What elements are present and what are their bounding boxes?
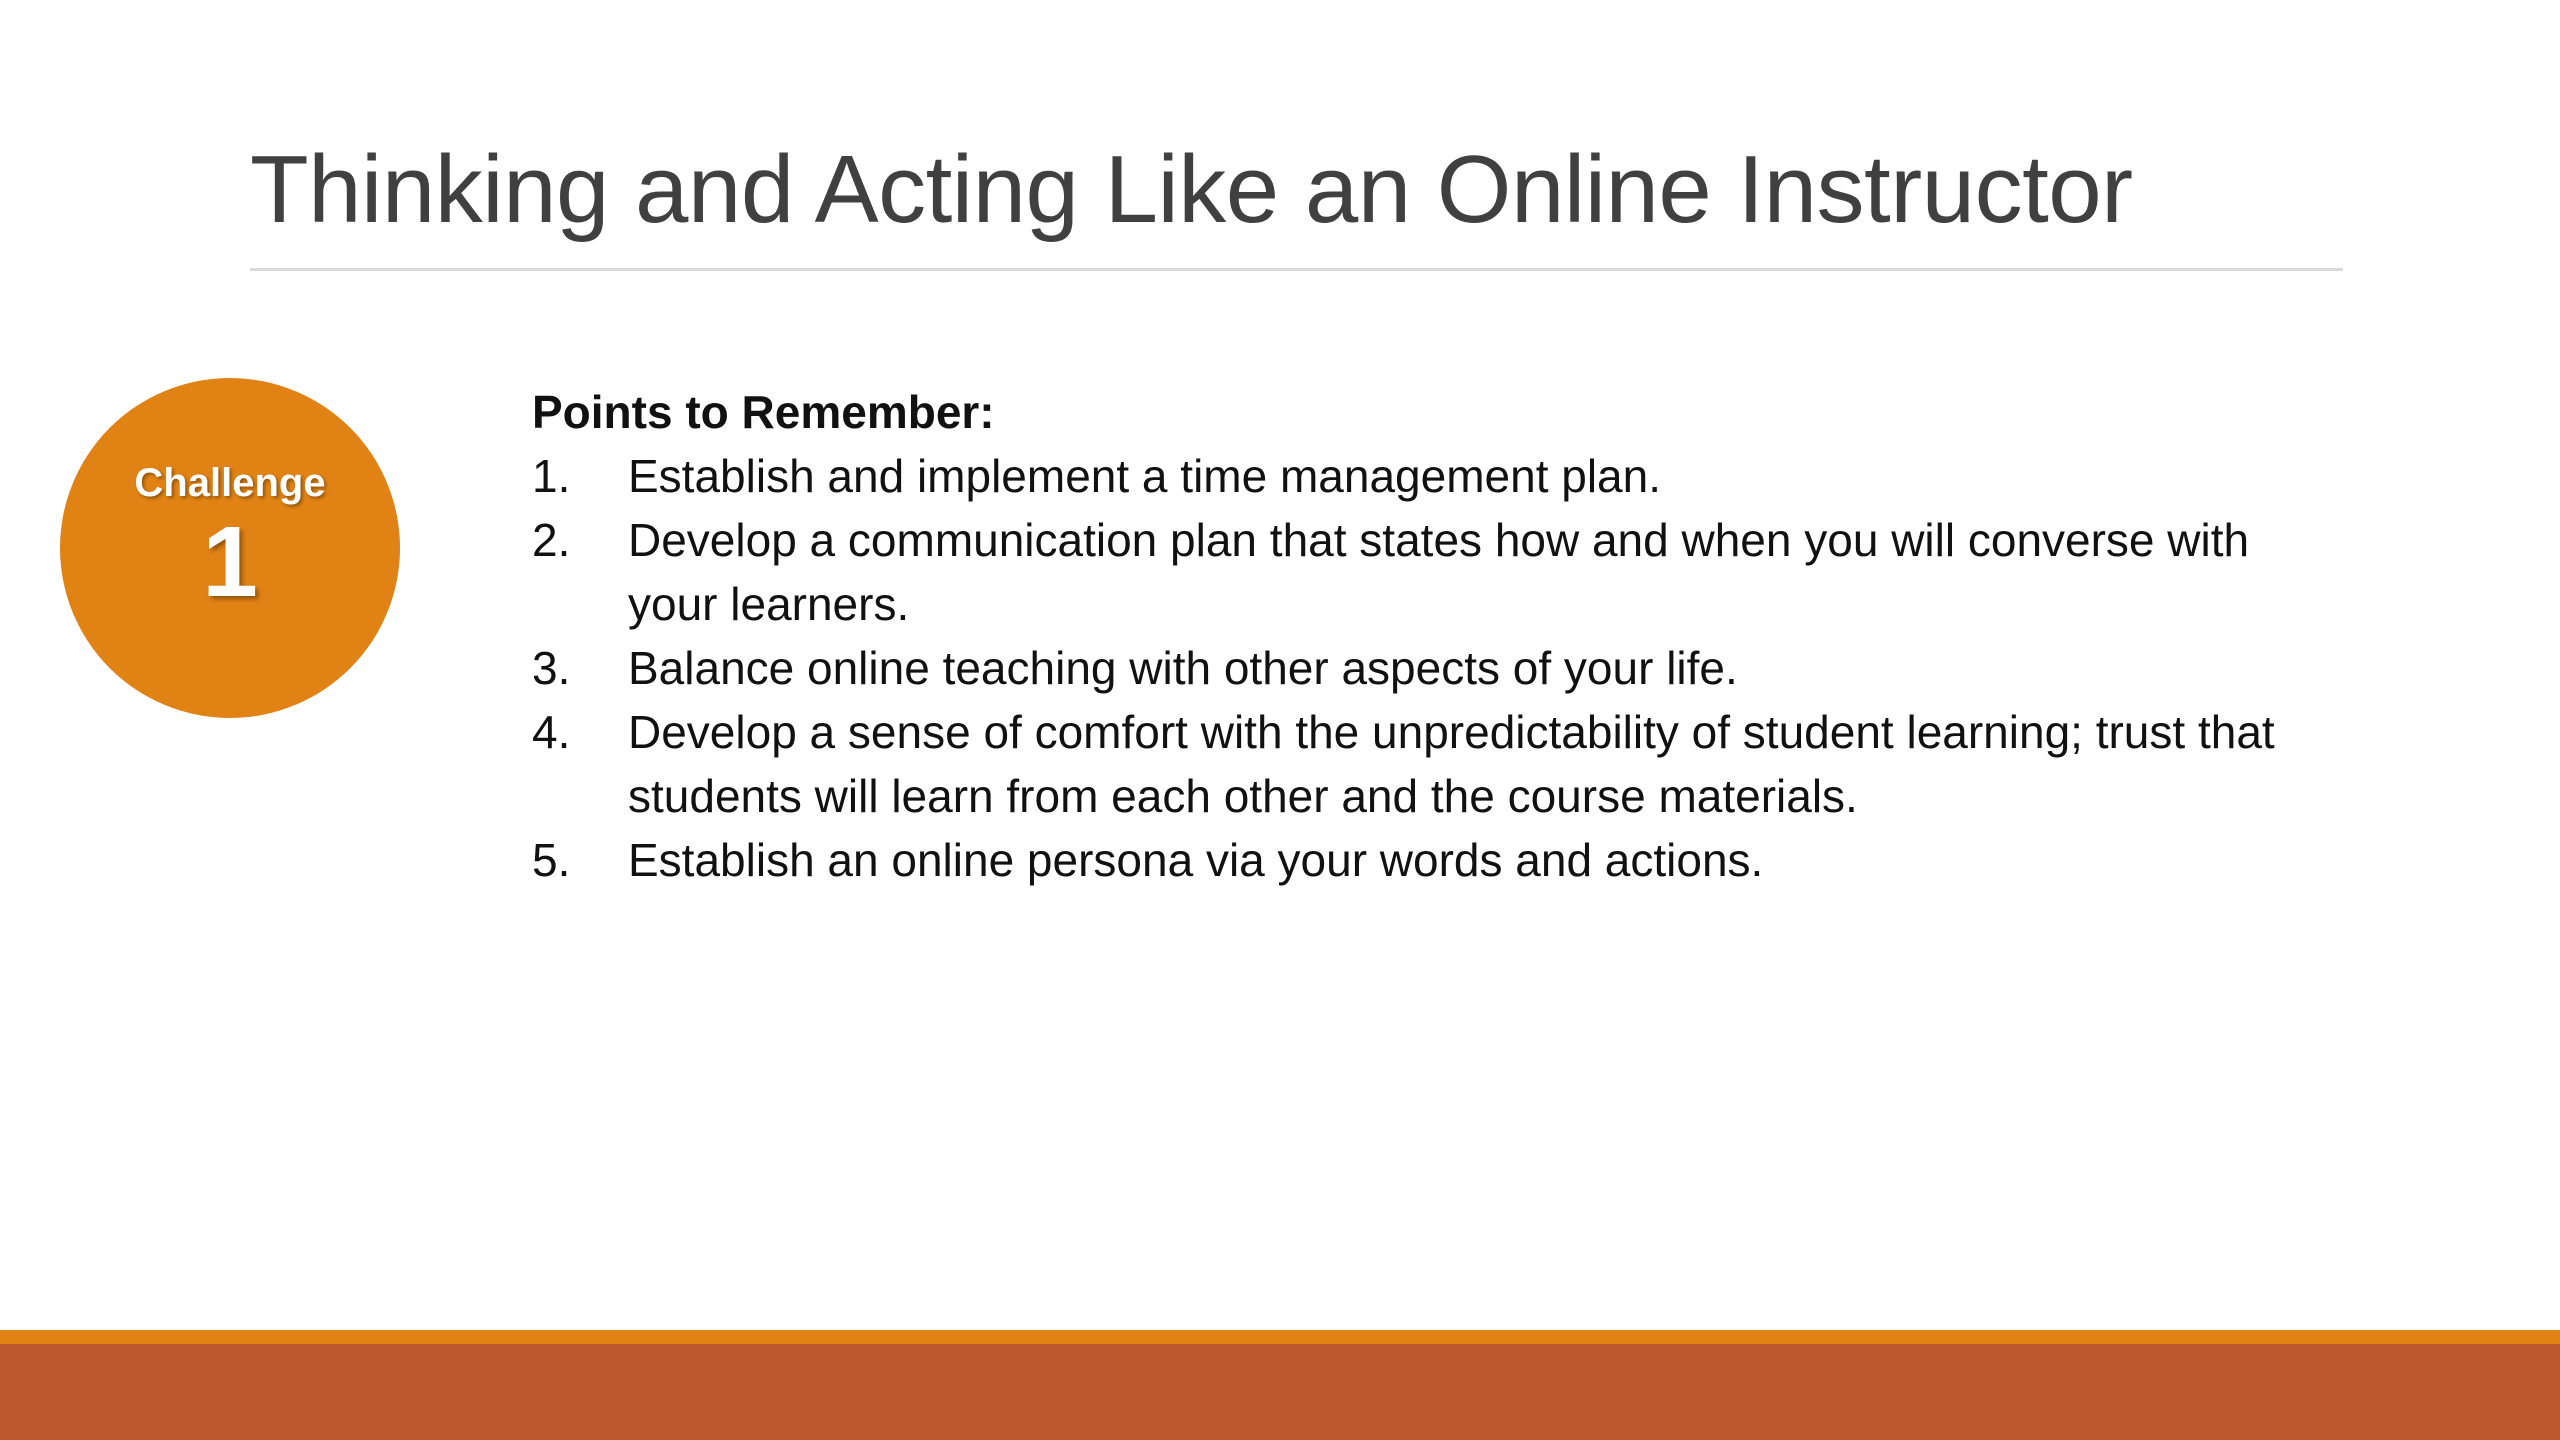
list-item — [532, 444, 2352, 508]
challenge-badge-label: Challenge — [134, 461, 326, 505]
list-item-text: Establish an online persona via your words and actions. — [628, 834, 1764, 886]
list-item-number: 1. — [532, 450, 571, 502]
list-item — [532, 828, 2352, 892]
slide-title: Thinking and Acting Like an Online Instructor — [250, 136, 2133, 243]
list-item — [532, 636, 2352, 700]
challenge-badge-number: 1 — [202, 506, 258, 618]
list-item-number: 2. — [532, 514, 571, 566]
list-item-number: 3. — [532, 642, 571, 694]
title-divider — [250, 268, 2343, 271]
list-item — [532, 508, 2352, 636]
challenge-badge — [60, 378, 400, 718]
list-item-number: 5. — [532, 834, 571, 886]
footer-accent-stripe — [0, 1330, 2560, 1344]
footer-bar — [0, 1344, 2560, 1440]
points-list — [532, 444, 2352, 892]
points-section — [532, 380, 2352, 892]
list-item-text: Establish and implement a time management plan. — [628, 450, 1662, 502]
list-item — [532, 700, 2352, 828]
list-item-number: 4. — [532, 706, 571, 758]
list-item-text: Develop a communication plan that states how and when you will converse with your learners. — [628, 514, 2250, 630]
list-item-text: Develop a sense of comfort with the unpredictability of student learning; trust that students will learn from each other and the course materials. — [628, 706, 2275, 822]
list-item-text: Balance online teaching with other aspects of your life. — [628, 642, 1738, 694]
points-heading: Points to Remember: — [532, 386, 995, 438]
